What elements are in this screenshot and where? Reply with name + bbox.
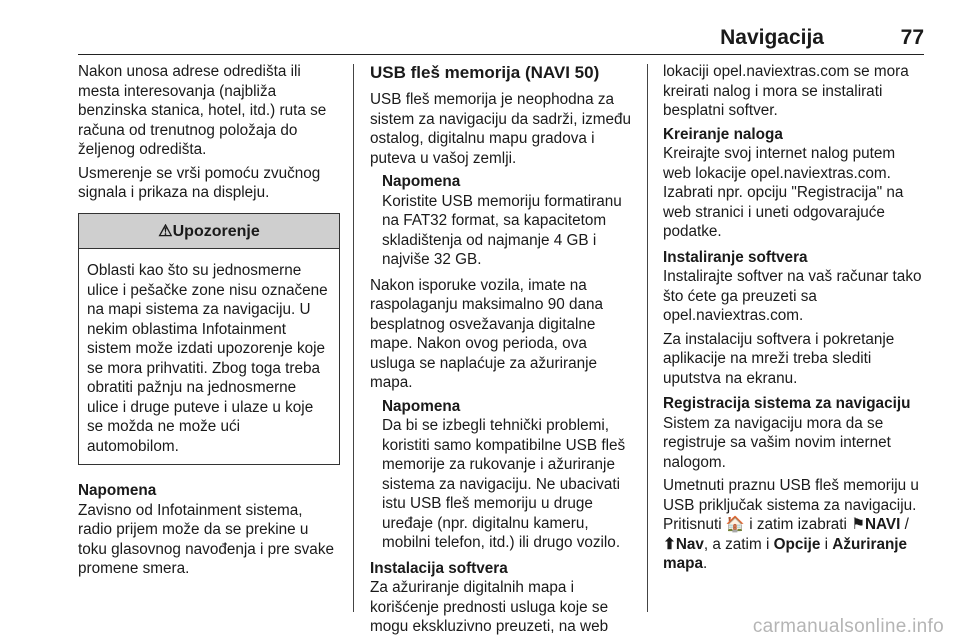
paragraph: Usmerenje se vrši pomoću zvučnog signala i prikaza na displeju. [78,164,321,201]
paragraph: Nakon isporuke vozila, imate na raspolaganju maksimalno 90 dana besplatnog osvežavanja digitalne mape. Nakon ovog perioda, ova usluga se naplaćuje za ažuriranje mapa. [370,276,604,391]
note-title: Napomena [382,397,461,415]
text: i zatim izabrati [744,516,852,533]
note-text: Zavisno od Infotainment sistema, radio prijem može da se prekine u toku glasovnog navođenja i pre svake promene smera. [78,501,334,577]
paragraph: Sistem za navigaciju mora da se registruje sa vašim novim internet nalogom. [663,414,891,471]
warning-text: Oblasti kao što su jednosmerne ulice i pešačke zone nisu označene na mapi sistema za navigaciju. U nekim oblastima Infotainment sistem može izdati upozorenje koje se mora prihvatiti. Zbog toga treba obratiti pažnju na jednosmerne ulice i druge puteve i ulaze u koje se možda ne može ući automobilom. [87,262,328,455]
paragraph: lokaciji opel.naviextras.com se mora kreirati nalog i mora se instalirati besplatni softver. [663,63,909,119]
note [382,172,634,270]
note-text: Da bi se izbegli tehnički problemi, koristiti samo kompatibilne USB fleš memorije za rukovanje i ažuriranje sistema za navigaciju. Ne ubacivati istu USB fleš memoriju u druge uređaje (npr. digitalnu kameru, mobilni telefon, itd.) ili drugo vozilo. [382,417,626,551]
note [382,397,634,553]
paragraph: Nakon unosa adrese odredišta ili mesta interesovanja (najbliža benzinska stanica, hotel, itd.) ruta se računa od trenutnog položaja do željenog odredišta. [78,63,327,158]
warning-icon: ⚠ [158,222,173,240]
navi-label: NAVI [864,516,901,533]
paragraph: Instalirajte softver na vaš računar tako što ćete ga preuzeti sa opel.naviextras.com. [663,268,922,324]
home-icon: 🏠 [725,516,745,533]
paragraph: Kreirajte svoj internet nalog putem web lokacije opel.naviextras.com. Izabrati npr. opciju "Registracija" na web stranici i uneti odgovarajuće podatke. [663,145,904,240]
paragraph [663,476,927,574]
opcije-label: Opcije [773,535,821,553]
column-1 [78,62,340,585]
subheading: Kreiranje naloga [663,125,783,143]
flag-icon: ⚑ [851,516,865,533]
column-2 [370,62,634,641]
warning-box [78,213,340,466]
subheading: Registracija sistema za navigaciju [663,395,911,412]
paragraph: USB fleš memorija je neophodna za sistem za navigaciju da sadrži, između ostalog, digitalnu mapu gradova i puteva u vašoj zemlji. [370,91,632,167]
warning-title: Upozorenje [172,222,260,240]
column-divider-2 [647,64,648,612]
text: / [900,516,909,533]
watermark: carmanualsonline.info [752,616,944,637]
note [78,481,340,579]
azuriranje-label: Ažuriranje mapa [663,535,908,572]
nav-label: Nav [675,535,704,553]
nav-arrow-icon: ⬆ [663,535,676,553]
subheading: Instalacija softvera [370,559,508,577]
page-number: 77 [900,26,924,49]
note-title: Napomena [382,173,461,190]
text: . [702,555,708,572]
column-3 [663,62,927,578]
page-header [78,22,924,55]
column-divider-1 [353,64,354,612]
text: Umetnuti praznu USB fleš memoriju u USB priključak sistema za navigaciju. Pritisnuti [663,477,919,533]
paragraph: Za instalaciju softvera i pokretanje aplikacije na mreži treba slediti uputstva na ekranu. [663,330,895,387]
warning-header [79,214,339,250]
paragraph: Za ažuriranje digitalnih mapa i korišćenje prednosti usluga koje se mogu ekskluzivno preuzeti, na web [370,579,609,635]
subheading: Instaliranje softvera [663,248,808,266]
page-title: Navigacija [720,26,824,49]
section-heading: USB fleš memorija (NAVI 50) [370,63,600,82]
text: , a zatim i [703,535,774,553]
note-text: Koristite USB memoriju formatiranu na FAT32 format, sa kapacitetom skladištenja od najmanje 4 GB i najviše 32 GB. [382,192,622,268]
text: i [820,535,833,553]
note-title: Napomena [78,482,157,499]
